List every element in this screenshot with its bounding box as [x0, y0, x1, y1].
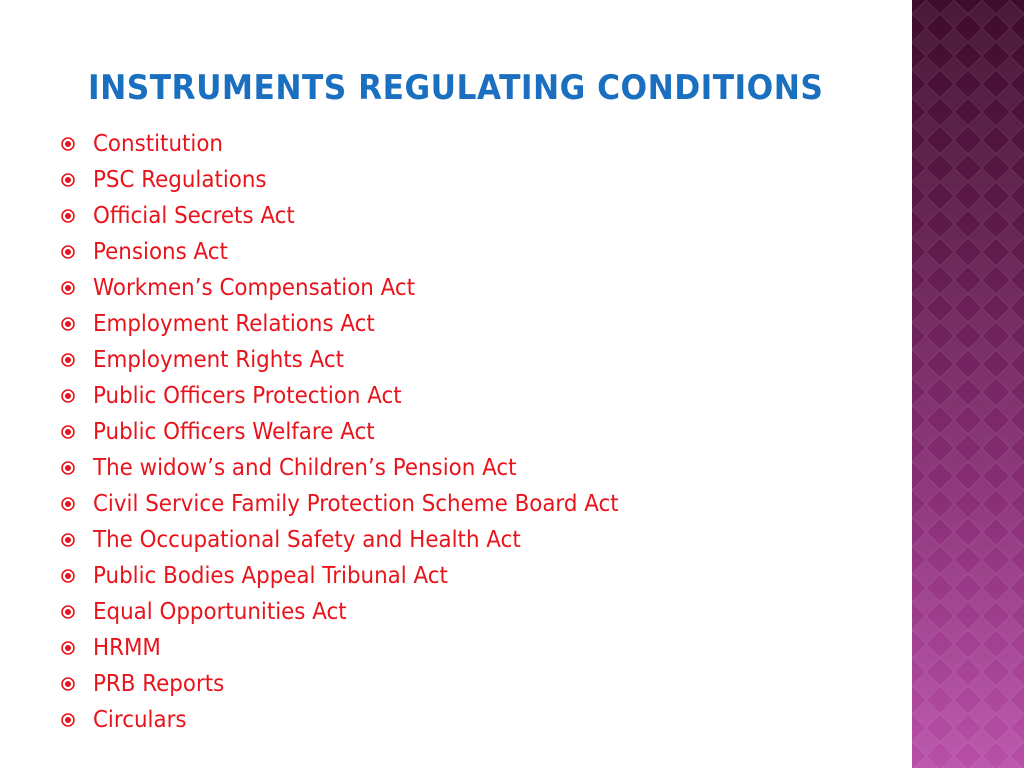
bullet-list [60, 126, 658, 738]
list-item-label: The Occupational Safety and Health Act [93, 526, 521, 553]
circled-dot-icon [60, 244, 76, 260]
circled-dot-icon [60, 136, 76, 152]
list-item [60, 450, 658, 486]
list-item [60, 486, 658, 522]
circled-dot-icon [60, 460, 76, 476]
list-item-label: PRB Reports [93, 670, 225, 697]
circled-dot-icon [60, 208, 76, 224]
list-item-label: Equal Opportunities Act [93, 598, 347, 625]
circled-dot-icon [60, 712, 76, 728]
list-item-label: Workmen’s Compensation Act [93, 274, 416, 301]
circled-dot-icon [60, 676, 76, 692]
circled-dot-icon [60, 532, 76, 548]
decorative-side-panel [912, 0, 1024, 768]
list-item [60, 594, 658, 630]
list-item [60, 198, 658, 234]
list-item [60, 414, 658, 450]
circled-dot-icon [60, 316, 76, 332]
circled-dot-icon [60, 388, 76, 404]
list-item-label: Employment Rights Act [93, 346, 345, 373]
list-item-label: The widow’s and Children’s Pension Act [93, 454, 517, 481]
list-item [60, 342, 658, 378]
circled-dot-icon [60, 352, 76, 368]
list-item [60, 702, 658, 738]
list-item [60, 630, 658, 666]
circled-dot-icon [60, 604, 76, 620]
list-item [60, 522, 658, 558]
list-item [60, 378, 658, 414]
list-item-label: Constitution [93, 130, 223, 157]
list-item [60, 270, 658, 306]
list-item-label: Civil Service Family Protection Scheme Board Act [93, 490, 619, 517]
slide-title: INSTRUMENTS REGULATING CONDITIONS [88, 68, 824, 108]
list-item-label: PSC Regulations [93, 166, 267, 193]
list-item [60, 234, 658, 270]
circled-dot-icon [60, 496, 76, 512]
circled-dot-icon [60, 424, 76, 440]
side-panel-pattern [912, 0, 1024, 768]
list-item-label: Public Officers Welfare Act [93, 418, 375, 445]
list-item [60, 666, 658, 702]
list-item [60, 126, 658, 162]
list-item [60, 558, 658, 594]
circled-dot-icon [60, 280, 76, 296]
circled-dot-icon [60, 568, 76, 584]
list-item-label: Official Secrets Act [93, 202, 295, 229]
list-item-label: Employment Relations Act [93, 310, 375, 337]
list-item-label: Pensions Act [93, 238, 228, 265]
list-item [60, 306, 658, 342]
list-item-label: HRMM [93, 634, 161, 661]
list-item [60, 162, 658, 198]
circled-dot-icon [60, 640, 76, 656]
list-item-label: Public Bodies Appeal Tribunal Act [93, 562, 448, 589]
list-item-label: Circulars [93, 706, 187, 733]
list-item-label: Public Officers Protection Act [93, 382, 402, 409]
circled-dot-icon [60, 172, 76, 188]
